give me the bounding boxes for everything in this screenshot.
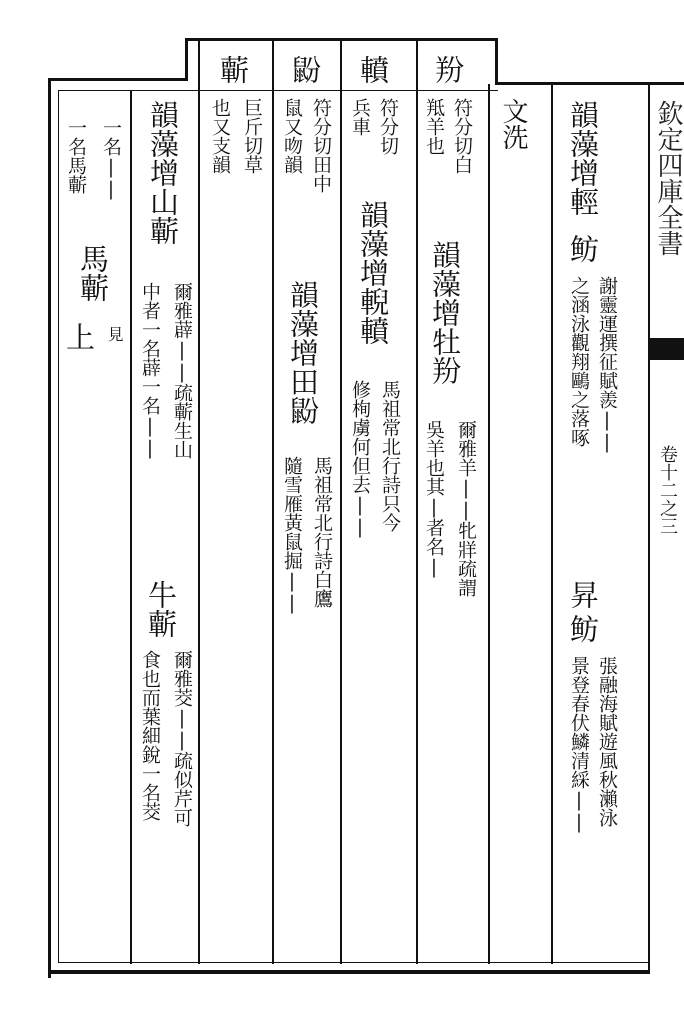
column-divider [272,40,274,964]
frame-top-right-step [495,38,498,84]
annotation-left: 上 [62,322,96,351]
entry-phrase: 韻藻增輕 [566,100,600,216]
juan-label: 卷十二之三 [657,445,678,535]
entry-phrase: 馬蘄 [76,244,110,302]
entry-phrase: 韻藻增山蘄 [146,100,180,245]
frame-inner-top [58,90,498,91]
annotation-left: 食也而葉細銳一名茭 [139,650,161,821]
annotation-left: 修栒虜何但去|| [349,380,371,538]
frame-top-left-step [185,38,188,78]
frame-top-left-low [48,78,188,81]
frame-top-right [495,82,684,85]
annotation-right: 馬祖常北行詩白鷹 [311,456,333,608]
entry-phrase: 鲂 [566,614,600,643]
column-divider [130,90,132,964]
annotation-left: 中者一名薜一名|| [139,282,161,459]
head-character: 鼢 [288,55,322,84]
entry-phrase: 鲂 [566,234,600,263]
annotation-right: 一名|| [100,118,122,200]
annotation-left: 鼠又吻韻 [281,98,303,174]
annotation-right: 巨斤切草 [241,98,263,174]
annotation-left: 也又支韻 [209,98,231,174]
column-divider [416,40,418,964]
entry-phrase: 韻藻增牡羒 [428,240,462,385]
column-divider [488,84,490,964]
frame-bottom [48,970,648,974]
annotation-right: 爾雅薜||疏蘄生山 [171,282,193,459]
annotation-right: 馬祖常北行詩只今 [379,380,401,532]
entry-phrase: 牛蘄 [144,580,178,638]
annotation-right: 符分切田中 [310,98,332,193]
fishtail-mark [650,338,684,360]
entry-phrase: 昇 [566,580,600,609]
head-character: 羒 [431,55,465,84]
column-divider [340,40,342,964]
annotation-left: 隨雪雁黃鼠掘|| [281,456,303,614]
annotation-right: 謝靈運撰征賦羨|| [596,276,618,453]
frame-inner-bottom [58,962,648,963]
column-divider [198,40,200,964]
annotation-left: 之涵泳觀翔鷗之落啄 [568,276,590,447]
frame-left [48,78,51,978]
annotation-right: 爾雅羊||牝牂疏謂 [455,420,477,597]
annotation-left: 景登春伏鱗清綵|| [568,656,590,833]
column-divider [551,84,553,964]
margin-rule-right [648,84,650,974]
entry-phrase: 韻藻增田鼢 [286,280,320,425]
annotation-right: 符分切白 [451,98,473,174]
annotation-left: 兵車 [349,98,371,136]
annotation-left: 羝羊也 [423,98,445,155]
annotation-left: 吳羊也其|者名| [423,420,445,578]
annotation-right: 見 [105,326,124,342]
text-column: 文洗 [498,98,528,150]
head-character: 轒 [356,55,390,84]
annotation-right: 爾雅茭||疏似芹可 [171,650,193,827]
book-title: 欽定四庫全書 [653,100,683,256]
frame-inner-left [58,90,59,962]
head-character: 蘄 [216,55,250,84]
entry-phrase: 韻藻增輗轒 [356,200,390,345]
annotation-right: 符分切 [377,98,399,155]
annotation-left: 一名馬蘄 [65,118,87,194]
annotation-right: 張融海賦遊風秋瀨泳 [596,656,618,827]
